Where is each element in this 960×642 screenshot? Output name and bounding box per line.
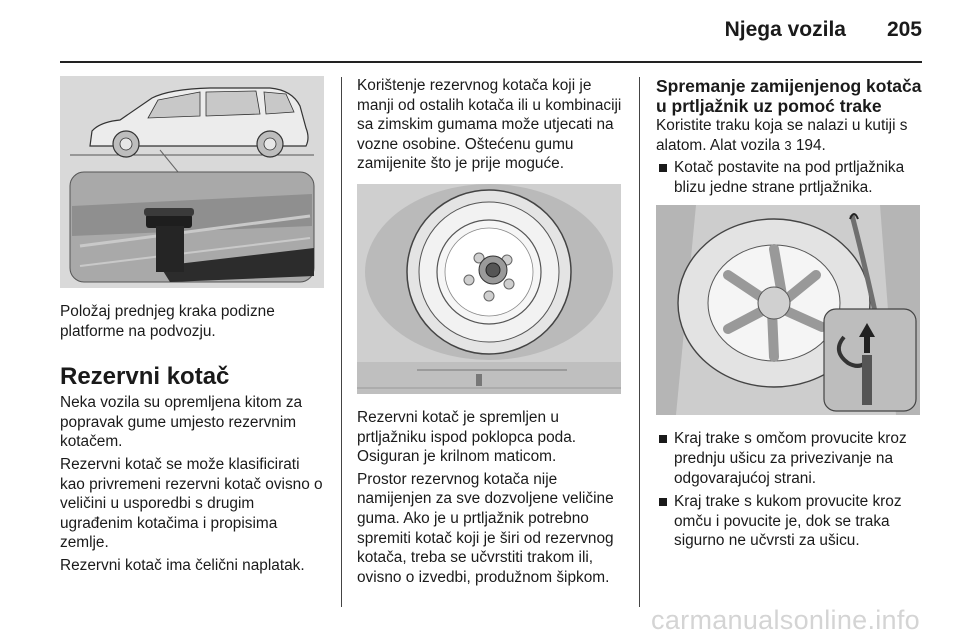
section-heading: Rezervni kotač xyxy=(60,363,230,391)
column-1 xyxy=(60,76,326,579)
column-divider xyxy=(341,77,342,607)
paragraph xyxy=(656,116,924,155)
list-item xyxy=(656,492,924,551)
figure-caption: Položaj prednjeg kraka podizne platforme na podvozju. xyxy=(60,303,275,340)
list-item-text: Kraj trake s omčom provucite kroz prednju ušicu za privezivanje na odgovarajućoj strani. xyxy=(674,430,907,487)
bullet-square-icon xyxy=(659,435,667,443)
page-number: 205 xyxy=(886,18,922,41)
bullet-list xyxy=(656,429,924,551)
paragraph: Rezervni kotač ima čelični naplatak. xyxy=(60,556,305,574)
list-item xyxy=(656,429,924,488)
column-divider xyxy=(639,77,640,607)
column-3 xyxy=(656,76,924,555)
paragraph: Rezervni kotač se može klasificirati kao privremeni rezervni kotač ovisno o veličini u usporedbi s drugim ugrađenim kotačima i propisima zemlje. xyxy=(60,455,323,552)
section-title: Njega vozila xyxy=(724,18,846,41)
bullet-square-icon xyxy=(659,498,667,506)
list-item xyxy=(656,158,924,197)
header-rule xyxy=(60,61,922,63)
paragraph: Korištenje rezervnog kotača koji je manji od ostalih kotača ili u kombinaciji sa zimskim gumama može utjecati na vozne osobine. Oštećenu gumu zamijenite što je prije moguće. xyxy=(357,77,622,173)
page-reference-icon: 3 xyxy=(784,137,792,153)
paragraph: Rezervni kotač je spremljen u prtljažniku ispod poklopca poda. Osiguran je krilnom maticom. xyxy=(357,408,577,466)
strap-figure xyxy=(656,205,920,415)
car-lift-point-figure xyxy=(60,76,324,288)
subsection-heading: Spremanje zamijenjenog kotača u prtljažnik uz pomoć trake xyxy=(656,76,922,116)
watermark: carmanualsonline.info xyxy=(651,605,920,635)
bullet-list xyxy=(656,158,924,197)
list-item-text: Kraj trake s kukom provucite kroz omču i povucite je, dok se traka sigurno ne učvrsti za ušicu. xyxy=(674,493,902,550)
paragraph-text: Koristite traku koja se nalazi u kutiji s alatom. Alat vozila xyxy=(656,117,908,154)
column-2 xyxy=(357,76,627,590)
list-item-text: Kotač postavite na pod prtljažnika blizu jedne strane prtljažnika. xyxy=(674,159,905,196)
bullet-square-icon xyxy=(659,164,667,172)
paragraph: Neka vozila su opremljena kitom za popravak gume umjesto rezervnim kotačem. xyxy=(60,394,303,451)
page-reference: 194. xyxy=(795,136,826,154)
paragraph: Prostor rezervnog kotača nije namijenjen za sve dozvoljene veličine guma. Ako je u prtljažnik potrebno spremiti kotač koji je širi od rezervnog kotača, treba se učvrstiti trakom ili, ovisno o izvedbi, produžnom šipkom. xyxy=(357,470,614,586)
spare-wheel-figure xyxy=(357,184,621,394)
